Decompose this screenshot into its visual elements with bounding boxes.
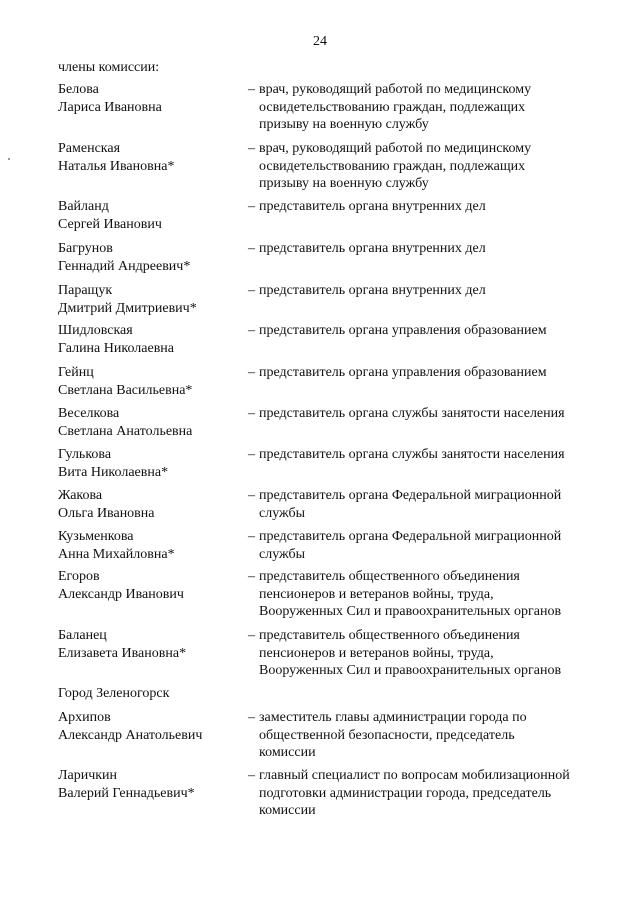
member-role <box>248 405 619 423</box>
role-line: врач, руководящий работой по медицинскому <box>259 141 532 156</box>
member-given-names: Сергей Иванович <box>58 216 162 232</box>
member-role <box>248 140 619 193</box>
margin-mark <box>8 158 10 160</box>
member-name <box>58 446 243 481</box>
member-role <box>248 364 619 382</box>
member-name <box>58 364 243 399</box>
role-dash: – <box>248 141 255 156</box>
member-role <box>248 627 619 680</box>
role-dash: – <box>248 488 255 503</box>
member-name <box>58 568 243 603</box>
member-surname: Егоров <box>58 569 100 584</box>
member-name <box>58 322 243 357</box>
member-role <box>248 282 619 300</box>
member-surname: Гейнц <box>58 365 94 380</box>
member-surname: Ларичкин <box>58 768 118 783</box>
member-name <box>58 81 243 116</box>
role-dash: – <box>248 569 255 584</box>
role-dash: – <box>248 768 255 783</box>
role-line: представитель органа Федеральной миграционной <box>259 529 562 544</box>
role-dash: – <box>248 283 255 298</box>
role-line: главный специалист по вопросам мобилизационной <box>259 768 570 783</box>
member-role <box>248 446 619 464</box>
role-line: представитель органа внутренних дел <box>259 241 486 256</box>
member-given-names: Вита Николаевна* <box>58 464 169 480</box>
role-dash: – <box>248 406 255 421</box>
member-surname: Раменская <box>58 141 121 156</box>
role-line: подготовки администрации города, председатель <box>259 785 552 801</box>
member-name <box>58 240 243 275</box>
role-line: призыву на военную службу <box>259 176 429 191</box>
member-given-names: Светлана Васильевна* <box>58 382 193 398</box>
role-line: пенсионеров и ветеранов войны, труда, <box>259 645 494 661</box>
member-surname: Гулькова <box>58 447 112 462</box>
role-line: общественной безопасности, председатель <box>259 727 515 743</box>
role-line: представитель органа внутренних дел <box>259 199 486 214</box>
member-role <box>248 487 619 522</box>
role-line: пенсионеров и ветеранов войны, труда, <box>259 586 494 602</box>
member-given-names: Галина Николаевна <box>58 340 175 356</box>
role-dash: – <box>248 710 255 725</box>
member-name <box>58 282 243 317</box>
member-given-names: Валерий Геннадьевич* <box>58 785 195 801</box>
role-line: представитель органа Федеральной миграционной <box>259 488 562 503</box>
role-line: представитель общественного объединения <box>259 569 520 584</box>
member-given-names: Ольга Ивановна <box>58 505 155 521</box>
member-surname: Паращук <box>58 283 113 298</box>
role-line: освидетельствованию граждан, подлежащих <box>259 158 526 174</box>
role-line: представитель общественного объединения <box>259 628 520 643</box>
member-surname: Вайланд <box>58 199 109 214</box>
role-dash: – <box>248 241 255 256</box>
page-number: 24 <box>313 34 327 49</box>
member-surname: Веселкова <box>58 406 120 421</box>
role-line: заместитель главы администрации города по <box>259 710 527 725</box>
role-line: комиссии <box>259 803 316 818</box>
role-line: представитель органа службы занятости населения <box>259 447 565 462</box>
member-given-names: Анна Михайловна* <box>58 546 175 562</box>
member-name <box>58 709 243 744</box>
role-dash: – <box>248 447 255 462</box>
member-given-names: Елизавета Ивановна* <box>58 645 187 661</box>
member-given-names: Александр Иванович <box>58 586 184 602</box>
member-name <box>58 405 243 440</box>
member-role <box>248 568 619 621</box>
role-line: комиссии <box>259 745 316 760</box>
role-dash: – <box>248 365 255 380</box>
member-role <box>248 240 619 258</box>
member-surname: Архипов <box>58 710 111 725</box>
role-line: представитель органа внутренних дел <box>259 283 486 298</box>
city-heading: Город Зеленогорск <box>58 686 170 701</box>
role-line: службы <box>259 546 306 562</box>
member-name <box>58 487 243 522</box>
member-role <box>248 767 619 820</box>
member-surname: Баланец <box>58 628 107 643</box>
role-line: Вооруженных Сил и правоохранительных органов <box>259 604 562 619</box>
role-dash: – <box>248 628 255 643</box>
role-line: представитель органа управления образованием <box>259 365 547 380</box>
role-dash: – <box>248 323 255 338</box>
member-given-names: Геннадий Андреевич* <box>58 258 191 274</box>
member-role <box>248 709 619 762</box>
member-name <box>58 767 243 802</box>
member-name <box>58 528 243 563</box>
member-given-names: Лариса Ивановна <box>58 99 162 115</box>
member-name <box>58 627 243 662</box>
member-surname: Жакова <box>58 488 103 503</box>
member-surname: Шидловская <box>58 323 133 338</box>
role-line: службы <box>259 505 306 521</box>
member-role <box>248 198 619 216</box>
role-line: представитель органа службы занятости населения <box>259 406 565 421</box>
member-surname: Кузьменкова <box>58 529 134 544</box>
member-given-names: Дмитрий Дмитриевич* <box>58 300 197 316</box>
member-given-names: Александр Анатольевич <box>58 727 203 743</box>
role-line: врач, руководящий работой по медицинскому <box>259 82 532 97</box>
member-name <box>58 140 243 175</box>
member-role <box>248 528 619 563</box>
role-line: Вооруженных Сил и правоохранительных органов <box>259 663 562 678</box>
role-dash: – <box>248 529 255 544</box>
member-name <box>58 198 243 233</box>
role-dash: – <box>248 82 255 97</box>
member-given-names: Наталья Ивановна* <box>58 158 175 174</box>
member-given-names: Светлана Анатольевна <box>58 423 193 439</box>
member-surname: Белова <box>58 82 99 97</box>
member-role <box>248 322 619 340</box>
role-line: освидетельствованию граждан, подлежащих <box>259 99 526 115</box>
member-surname: Багрунов <box>58 241 113 256</box>
member-role <box>248 81 619 134</box>
section-heading: члены комиссии: <box>58 60 160 75</box>
role-line: представитель органа управления образованием <box>259 323 547 338</box>
role-line: призыву на военную службу <box>259 117 429 132</box>
role-dash: – <box>248 199 255 214</box>
